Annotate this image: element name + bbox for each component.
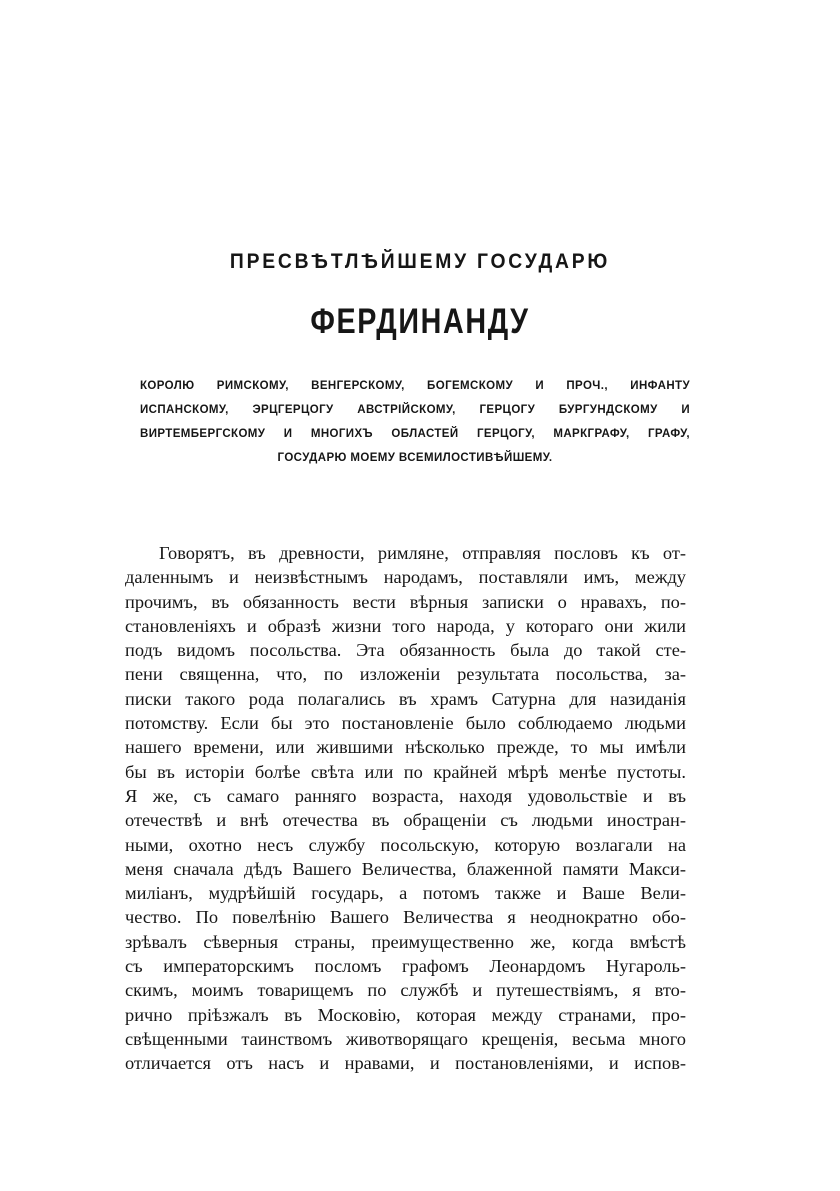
text-line: миліанъ, мудрѣйшій государь, а потомъ также и Ваше Вели- xyxy=(125,883,686,904)
text-line: нашего времени, или жившими нѣсколько прежде, то мы имѣли xyxy=(125,737,686,758)
text-line: Говорятъ, въ древности, римляне, отправляя пословъ къ от- xyxy=(159,543,686,563)
text-line: свѣщенными таинствомъ животворящаго крещенія, весьма много xyxy=(125,1028,686,1049)
titles-line: ВИРТЕМБЕРГСКОМУ И МНОГИХЪ ОБЛАСТЕЙ ГЕРЦОГУ, МАРКГРАФУ, ГРАФУ, xyxy=(140,428,690,440)
text-line: Я же, съ самаго ранняго возраста, находя удовольствіе и въ xyxy=(125,785,686,806)
text-line: даленнымъ и неизвѣстнымъ народамъ, поставляли имъ, между xyxy=(125,567,686,588)
titles-line: КОРОЛЮ РИМСКОМУ, ВЕНГЕРСКОМУ, БОГЕМСКОМУ И ПРОЧ., ИНФАНТУ xyxy=(140,380,690,392)
dedicatee-name: ФЕРДИНАНДУ xyxy=(310,302,530,341)
text-line: прочимъ, въ обязанность вести вѣрныя записки о нравахъ, по- xyxy=(125,591,686,612)
text-line: отличается отъ насъ и нравами, и постановленіями, и испов- xyxy=(125,1053,686,1074)
text-line: меня сначала дѣдъ Вашего Величества, блаженной памяти Макси- xyxy=(125,858,686,879)
text-line: чество. По повелѣнію Вашего Величества я неоднократно обо- xyxy=(125,907,686,928)
body-paragraph xyxy=(125,541,686,1076)
text-line: ными, охотно несъ службу посольскую, которую возлагали на xyxy=(125,834,686,855)
titles-line: ГОСУДАРЮ МОЕМУ ВСЕМИЛОСТИВѢЙШЕМУ. xyxy=(277,452,553,464)
dedicatee-titles xyxy=(140,374,690,470)
text-line: писки такого рода полагались въ храмъ Сатурна для назиданія xyxy=(125,688,686,709)
text-line: зрѣвалъ сѣверныя страны, преимущественно же, когда вмѣстѣ xyxy=(125,931,686,952)
text-line: съ императорскимъ посломъ графомъ Леонардомъ Нугароль- xyxy=(125,956,686,977)
text-line: скимъ, моимъ товарищемъ по службѣ и путешествіямъ, я вто- xyxy=(125,980,686,1001)
text-line: бы въ исторіи болѣе свѣта или по крайней мѣрѣ менѣе пустоты. xyxy=(125,761,686,782)
text-line: становленіяхъ и образѣ жизни того народа, у котораго они жили xyxy=(125,615,686,636)
text-line: отечествѣ и внѣ отечества въ обращеніи съ людьми иностран- xyxy=(125,810,686,831)
dedication-heading: ПРЕСВѢТЛѢЙШЕМУ ГОСУДАРЮ xyxy=(229,250,611,273)
titles-line: ИСПАНСКОМУ, ЭРЦГЕРЦОГУ АВСТРІЙСКОМУ, ГЕРЦОГУ БУРГУНДСКОМУ И xyxy=(140,404,690,416)
text-line: потомству. Если бы это постановленіе было соблюдаемо людьми xyxy=(125,713,686,734)
text-line: рично пріѣзжалъ въ Московію, которая между странами, про- xyxy=(125,1004,686,1025)
text-line: подъ видомъ посольства. Эта обязанность была до такой сте- xyxy=(125,640,686,661)
text-line: пени священна, что, по изложеніи результата посольства, за- xyxy=(125,664,686,685)
